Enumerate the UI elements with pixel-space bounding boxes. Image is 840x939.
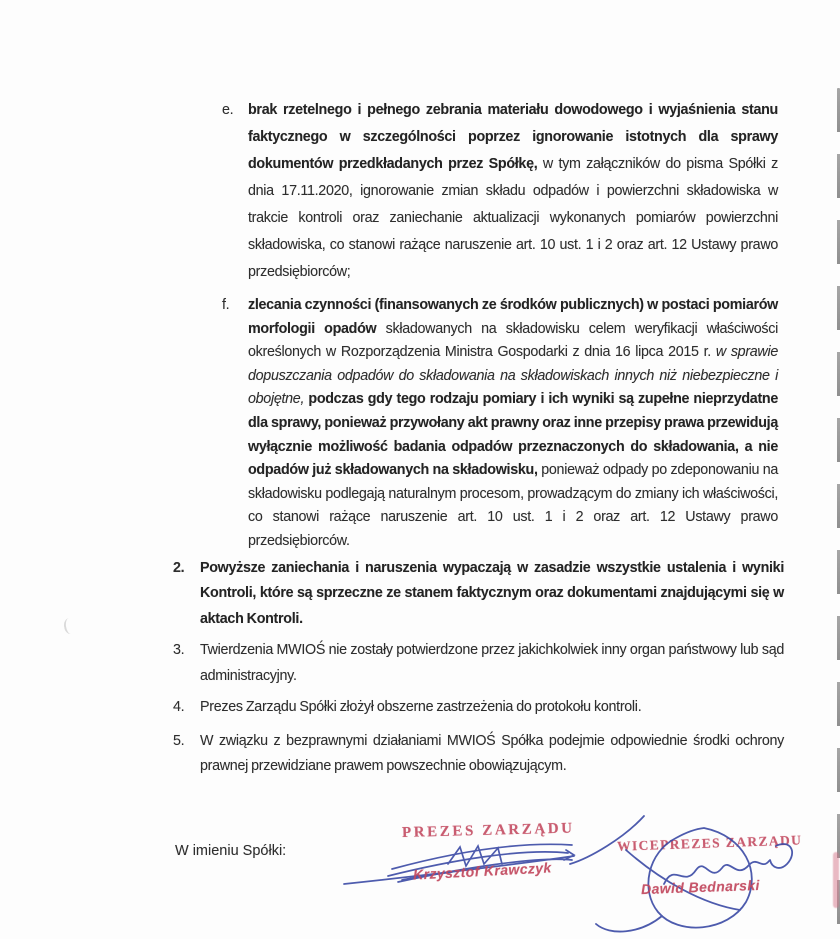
- stamp-president-title: PREZES ZARZĄDU: [401, 820, 575, 841]
- list-item-f: [222, 294, 779, 554]
- list-item-4: [173, 695, 784, 721]
- item-marker-f: f.: [222, 297, 230, 313]
- text-segment-regular: ponieważ odpady po zdeponowaniu na składowisku podlegają naturalnym procesom, prowadzącym do zmiany ich właściwości, co stanowi rażące naruszenie art. 10 ust. 1 i 2 oraz art. 12 Ustawy prawo przedsiębiorców.: [248, 462, 779, 549]
- text-segment-bold: zlecania czynności (finansowanych ze środków publicznych) w postaci pomiarów morfologii opadów: [248, 297, 778, 337]
- scan-artifact-pink-mark: [833, 852, 839, 908]
- list-item-2: [173, 556, 784, 633]
- text-segment-regular: Twierdzenia MWIOŚ nie zostały potwierdzone przez jakichkolwiek inny organ państwowy lub sąd administracyjny.: [200, 642, 784, 684]
- item-text-4: [200, 695, 784, 721]
- text-segment-bold: brak rzetelnego i pełnego zebrania materiału dowodowego i wyjaśnienia stanu faktycznego w szczególności poprzez ignorowanie istotnych dla sprawy dokumentów przedkładanych przez Spółkę,: [248, 102, 778, 172]
- item-text-5: [200, 729, 784, 780]
- signer-name-vicepresident: Dawid Bednarski: [640, 876, 761, 898]
- text-segment-bold: Powyższe zaniechania i naruszenia wypaczają w zasadzie wszystkie ustalenia i wyniki Kontroli, które są sprzeczne ze stanem faktycznym oraz dokumentami znajdującymi się w aktach Kontroli.: [200, 559, 784, 627]
- item-text-e: [248, 97, 778, 286]
- closing-label: W imieniu Spółki:: [175, 843, 287, 859]
- text-segment-regular: w tym załączników do pisma Spółki z dnia 17.11.2020, ignorowanie zmian składu odpadów i powierzchni składowiska w trakcie kontroli oraz zaniechanie aktualizacji wykonanych pomiarów powierzchni składowiska, co stanowi rażące naruszenie art. 10 ust. 1 i 2 oraz art. 12 Ustawy prawo przedsiębiorców;: [248, 156, 778, 280]
- text-segment-regular: Prezes Zarządu Spółki złożył obszerne zastrzeżenia do protokołu kontroli.: [200, 699, 642, 716]
- list-item-e: [222, 97, 778, 286]
- item-text-3: [200, 638, 784, 689]
- handwritten-signature-vicepresident: [568, 810, 810, 938]
- text-segment-regular: W związku z bezprawnymi działaniami MWIOŚ Spółka podejmie odpowiednie środki ochrony prawnej przewidziane prawem powszechnie obowiązującym.: [200, 732, 784, 775]
- document-body: [0, 97, 840, 780]
- item-text-2: [200, 556, 784, 633]
- item-marker-e: e.: [222, 102, 234, 118]
- item-marker-4: 4.: [173, 699, 185, 716]
- stamp-vicepresident-title: WICEPREZES ZARZĄDU: [616, 832, 803, 854]
- list-item-5: [173, 729, 784, 780]
- item-text-f: [248, 294, 778, 554]
- signer-name-president: Krzysztof Krawczyk: [412, 859, 553, 883]
- item-marker-3: 3.: [173, 642, 185, 659]
- item-marker-2: 2.: [173, 559, 185, 576]
- text-segment-italic: w sprawie dopuszczania odpadów do składowania na składowiskach innych niż niebezpieczne i obojętne,: [248, 344, 778, 408]
- text-segment-regular: składowanych na składowisku celem weryfikacji właściwości określonych w Rozporządzenia Ministra Gospodarki z dnia 16 lipca 2015 r.: [248, 320, 778, 361]
- item-marker-5: 5.: [173, 732, 185, 749]
- text-segment-bold: podczas gdy tego rodzaju pomiary i ich wyniki są zupełne nieprzydatne dla sprawy, ponieważ przywołany akt prawny oraz inne przepisy prawa przewidują wyłącznie możliwość badania odpadów przeznaczonych do składowania, a nie odpadów już składowanych na składowisku,: [248, 391, 778, 479]
- list-item-3: [173, 638, 784, 689]
